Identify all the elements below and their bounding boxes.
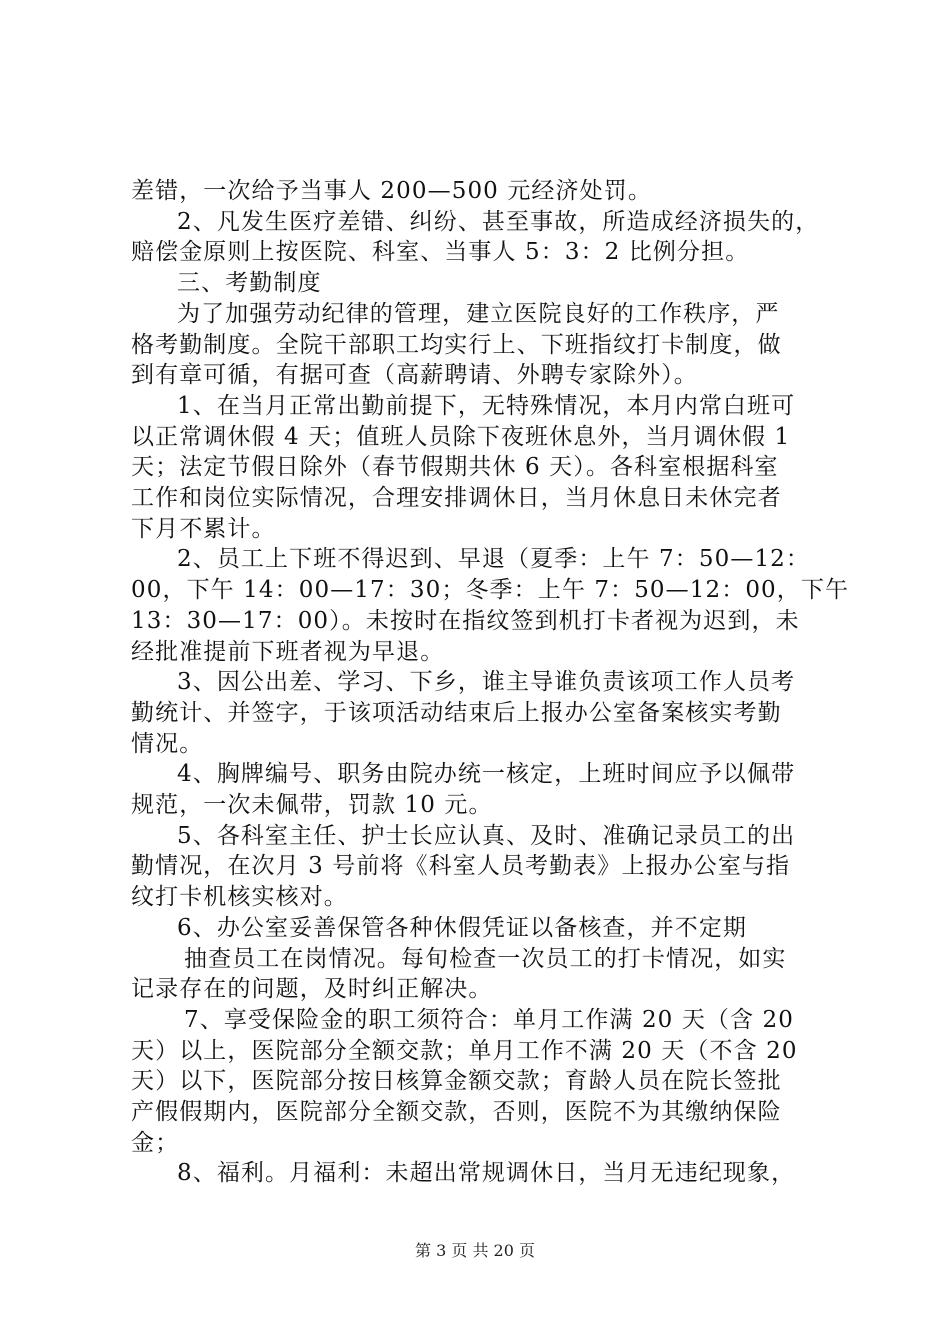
text-line: 5、各科室主任、护士长应认真、及时、准确记录员工的出 <box>177 823 796 849</box>
text-line: 经批准提前下班者视为早退。 <box>131 639 445 665</box>
section-heading: 三、考勤制度 <box>177 270 322 296</box>
text-line: 勤统计、并签字，于该项活动结束后上报办公室备案核实考勤 <box>131 700 782 726</box>
text-line: 2、凡发生医疗差错、纠纷、甚至事故，所造成经济损失的， <box>177 209 820 235</box>
text-line: 工作和岗位实际情况，合理安排调休日，当月休息日未休完者 <box>131 485 782 511</box>
text-line: 纹打卡机核实核对。 <box>131 884 348 910</box>
text-line: 差错，一次给予当事人 200—500 元经济处罚。 <box>131 178 652 204</box>
text-line: 为了加强劳动纪律的管理，建立医院良好的工作秩序，严 <box>177 301 780 327</box>
text-line: 赔偿金原则上按医院、科室、当事人 5：3：2 比例分担。 <box>131 239 750 265</box>
text-line: 以正常调休假 4 天；值班人员除下夜班休息外，当月调休假 1 <box>131 424 791 450</box>
text-line: 勤情况，在次月 3 号前将《科室人员考勤表》上报办公室与指 <box>131 853 791 879</box>
text-line: 下月不累计。 <box>131 516 276 542</box>
text-line: 天）以上，医院部分全额交款；单月工作不满 20 天（不含 20 <box>131 1038 798 1064</box>
text-line: 抽查员工在岗情况。每旬检查一次员工的打卡情况，如实 <box>184 946 787 972</box>
text-line: 00，下午 14：00—17：30；冬季：上午 7：50—12：00，下午 <box>131 577 850 603</box>
page-number-footer: 第 3 页 共 20 页 <box>415 1241 535 1260</box>
text-line: 天；法定节假日除外（春节假期共休 6 天）。各科室根据科室 <box>131 454 779 480</box>
text-line: 13：30—17：00）。未按时在指纹签到机打卡者视为迟到，未 <box>131 608 800 634</box>
text-line: 记录存在的问题，及时纠正解决。 <box>131 976 493 1002</box>
text-line: 1、在当月正常出勤前提下，无特殊情况，本月内常白班可 <box>177 393 796 419</box>
text-line: 8、福利。月福利：未超出常规调休日，当月无违纪现象， <box>177 1160 796 1186</box>
text-line: 天）以下，医院部分按日核算金额交款；育龄人员在院长签批 <box>131 1068 782 1094</box>
text-line: 4、胸牌编号、职务由院办统一核定，上班时间应予以佩带 <box>177 761 796 787</box>
text-line: 产假假期内，医院部分全额交款，否则，医院不为其缴纳保险 <box>131 1099 782 1125</box>
text-line: 到有章可循，有据可查（高薪聘请、外聘专家除外）。 <box>131 362 698 388</box>
text-line: 格考勤制度。全院干部职工均实行上、下班指纹打卡制度，做 <box>131 332 782 358</box>
text-line: 2、员工上下班不得迟到、早退（夏季：上午 7：50—12： <box>177 546 811 572</box>
text-line: 3、因公出差、学习、下乡，谁主导谁负责该项工作人员考 <box>177 669 796 695</box>
text-line: 7、享受保险金的职工须符合：单月工作满 20 天（含 20 <box>184 1007 794 1033</box>
text-line: 金； <box>131 1130 180 1156</box>
text-line: 情况。 <box>131 731 204 757</box>
text-line: 6、办公室妥善保管各种休假凭证以备核查，并不定期 <box>177 915 748 941</box>
text-line: 规范，一次未佩带，罚款 10 元。 <box>131 792 493 818</box>
